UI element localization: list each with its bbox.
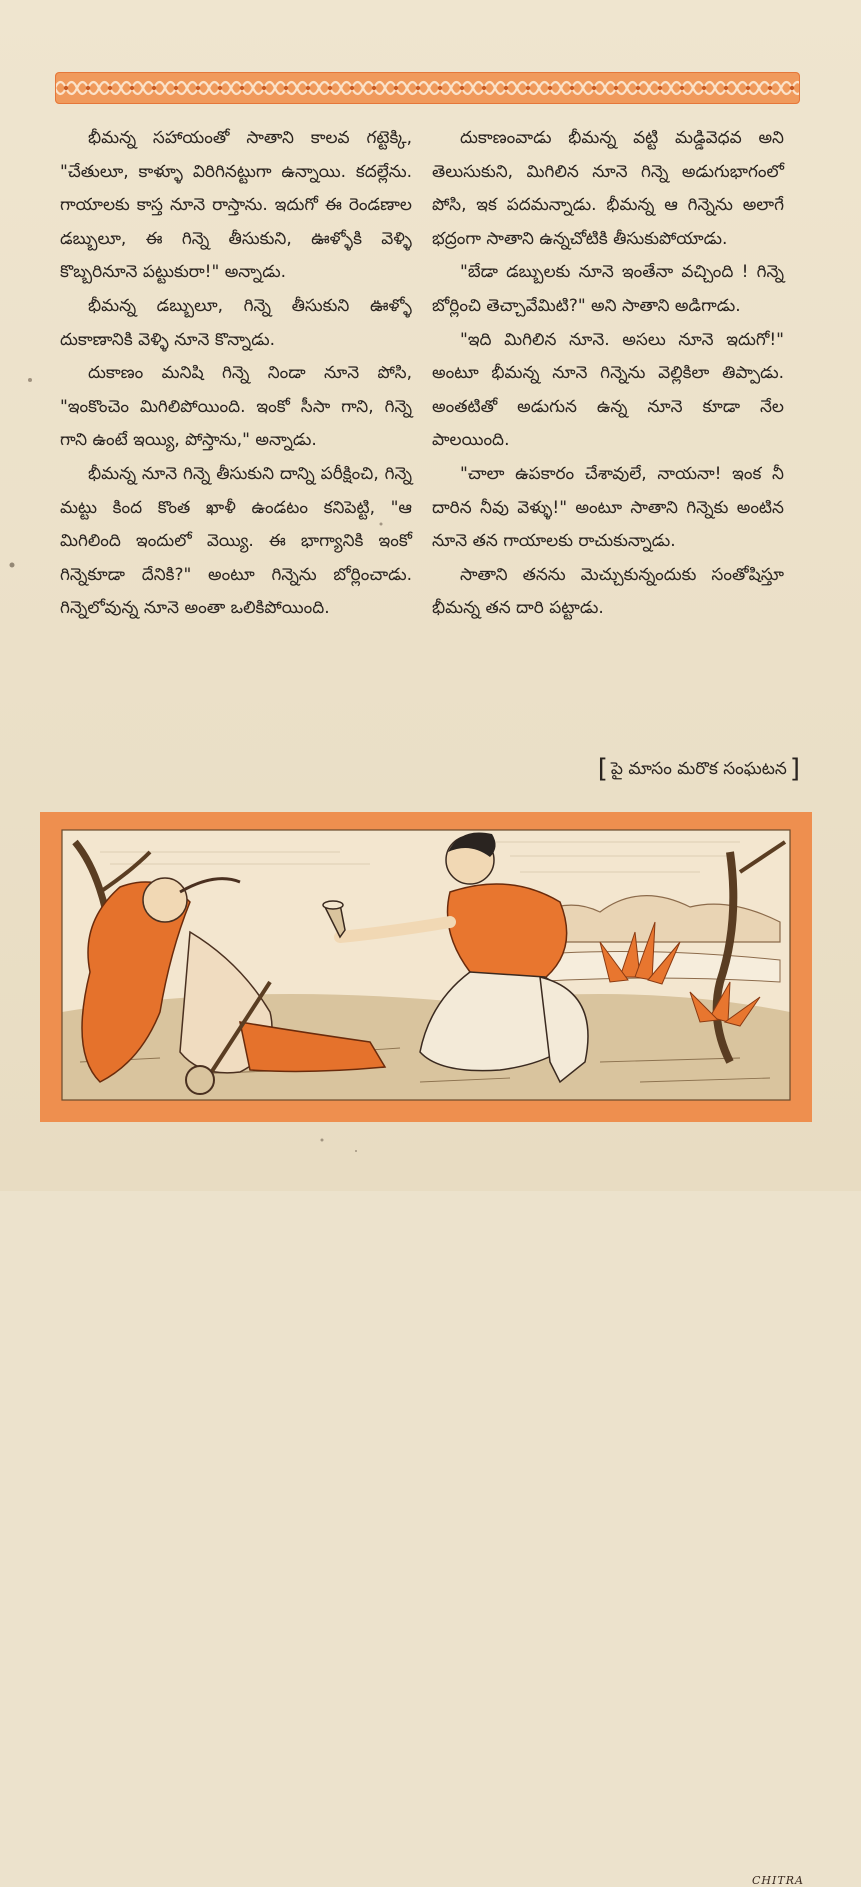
- paragraph: భీమన్న సహాయంతో సాతాని కాలవ గట్టెక్కి, "చేతులూ, కాళ్ళూ విరిగినట్టుగా ఉన్నాయి. కదల్లేను. గాయాలకు కాస్త నూనె రాస్తాను. ఇదుగో ఈ రెండణాల డబ్బులూ, ఈ గిన్నె తీసుకుని, ఊళ్ళోకి వెళ్ళి కొబ్బరినూనె పట్టుకురా!" అన్నాడు.: [60, 128, 412, 283]
- illustration-drawing: [40, 812, 812, 1122]
- story-illustration: [40, 812, 812, 1887]
- next-month-note: [595, 752, 803, 786]
- next-month-note-text: పై మాసం మరొక సంఘటన: [610, 759, 787, 779]
- artist-signature: CHITRA: [752, 1874, 804, 1887]
- paragraph: భీమన్న డబ్బులూ, గిన్నె తీసుకుని ఊళ్ళో దుకాణానికి వెళ్ళి నూనె కొన్నాడు.: [60, 295, 412, 350]
- paragraph: దుకాణంవాడు భీమన్న వట్టి మడ్డివెధవ అని తెలుసుకుని, మిగిలిన నూనె గిన్నె అడుగుభాగంలో పోసి, ఇక పదమన్నాడు. భీమన్న ఆ గిన్నెను అలాగే భద్రంగా సాతాని ఉన్నచోటికి తీసుకుపోయాడు.: [432, 128, 784, 249]
- paragraph: భీమన్న నూనె గిన్నె తీసుకుని దాన్ని పరీక్షించి, గిన్నె మట్టు కింద కొంత ఖాళీ ఉండటం కనిపెట్టి, "ఆ మిగిలింది ఇందులో వెయ్యి. ఈ భాగ్యానికి ఇంకో గిన్నెకూడా దేనికి?" అంటూ గిన్నెను బోర్లించాడు. గిన్నెలోవున్న నూనె అంతా ఒలికిపోయింది.: [60, 463, 412, 619]
- decorative-border-band: [55, 72, 800, 104]
- paragraph: దుకాణం మనిషి గిన్నె నిండా నూనె పోసి, "ఇంకొంచెం మిగిలిపోయింది. ఇంకో సీసా గాని, గిన్నె గాని ఉంటే ఇయ్యి, పోస్తాను," అన్నాడు.: [60, 363, 412, 451]
- paragraph: "బేడా డబ్బులకు నూనె ఇంతేనా వచ్చింది ! గిన్నె బోర్లించి తెచ్చావేమిటి?" అని సాతాని అడిగాడు.: [432, 262, 784, 316]
- paragraph: "చాలా ఉపకారం చేశావులే, నాయనా! ఇంక నీ దారిన నీవు వెళ్ళు!" అంటూ సాతాని గిన్నెకు అంటిన నూనె తన గాయాలకు రాచుకున్నాడు.: [432, 463, 784, 552]
- bracket-close: ]: [789, 754, 800, 784]
- bracket-open: [: [597, 754, 608, 784]
- right-text-column: [432, 122, 784, 626]
- paragraph: "ఇది మిగిలిన నూనె. అసలు నూనె ఇదుగో!" అంటూ భీమన్న నూనె గిన్నెను వెల్లికిలా తిప్పాడు. అంతటితో అడుగున ఉన్న నూనె కూడా నేల పాలయింది.: [432, 329, 784, 451]
- paragraph: సాతాని తనను మెచ్చుకున్నందుకు సంతోషిస్తూ భీమన్న తన దారి పట్టాడు.: [432, 564, 784, 619]
- left-text-column: [60, 122, 412, 626]
